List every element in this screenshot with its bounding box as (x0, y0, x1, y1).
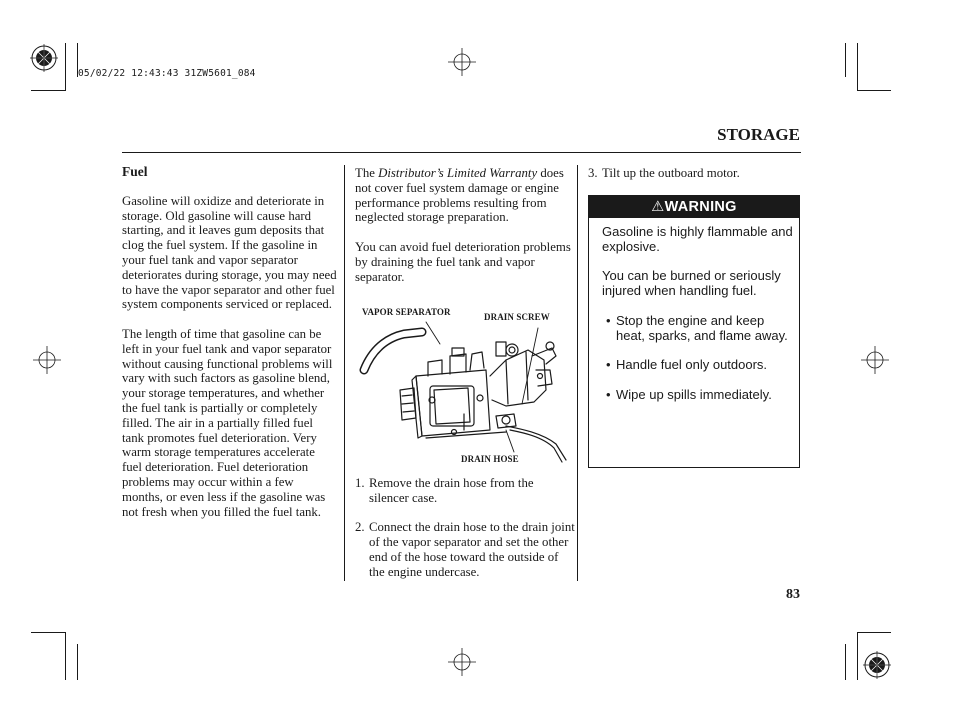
warning-title: WARNING (664, 199, 737, 215)
page-number: 83 (786, 587, 800, 602)
warning-bullet-1 (602, 314, 794, 344)
registration-mark-top-left (30, 44, 58, 72)
header-rule (122, 152, 801, 153)
section-title: STORAGE (717, 125, 800, 144)
warning-body (602, 225, 794, 417)
avoid-deterioration-paragraph: You can avoid fuel deterioration problems by draining the fuel tank and vapor separator. (355, 239, 571, 284)
step-3 (588, 166, 802, 181)
warning-line-1: Gasoline is highly flammable and explosive. (602, 224, 793, 254)
warning-box (588, 195, 800, 468)
warning-bullet-2-text: Handle fuel only outdoors. (616, 357, 768, 373)
step-2-text: Connect the drain hose to the drain joint of the vapor separator and set the other end of the hose toward the outside of the engine undercase. (369, 520, 575, 579)
step-1-text: Remove the drain hose from the silencer case. (369, 476, 534, 505)
bullet-dot-icon: • (606, 312, 611, 328)
print-stamp: 05/02/22 12:43:43 31ZW5601_084 (78, 68, 256, 79)
column-tilt (588, 166, 802, 181)
vapor-separator-diagram (356, 300, 574, 470)
warning-bullet-3-text: Wipe up spills immediately. (616, 386, 772, 402)
warranty-title: Distributor’s Limited Warranty (378, 166, 538, 180)
step-1-number: 1. (355, 476, 365, 490)
engine-illustration (356, 320, 574, 470)
warranty-paragraph (355, 166, 575, 225)
warning-line-2: You can be burned or seriously injured when handling fuel. (602, 268, 781, 299)
warning-bullet-2 (602, 358, 794, 373)
step-2 (355, 520, 575, 579)
step-1 (355, 476, 575, 506)
column-draining (355, 166, 575, 299)
crosshair-mark-top (448, 48, 476, 76)
warning-header (589, 196, 799, 218)
label-drain-hose: DRAIN HOSE (461, 454, 519, 464)
label-drain-screw: DRAIN SCREW (484, 312, 550, 322)
step-3-text: Tilt up the outboard motor. (602, 166, 740, 180)
warning-bullet-1-text: Stop the engine and keep heat, sparks, and flame away. (616, 312, 788, 343)
crosshair-mark-left (33, 346, 61, 374)
fuel-paragraph-2: The length of time that gasoline can be left in your fuel tank and vapor separator without causing functional problems will vary with such factors as gasoline blend, your storage temperatures, and whether the fuel tank is partially or completely filled. The air in a partially filled fuel tank promotes fuel deterioration. Very warm storage temperatures accelerate fuel deterioration. Fuel deterioration problems may occur within a few months, or even less if the gasoline was not fresh when you filled the fuel tank. (122, 326, 333, 519)
crosshair-mark-right (861, 346, 889, 374)
step-2-number: 2. (355, 520, 365, 535)
step-3-number: 3. (588, 166, 598, 180)
crosshair-mark-bottom (448, 648, 476, 676)
bullet-dot-icon: • (606, 386, 611, 402)
warranty-suffix: does not cover fuel system damage or engine performance problems resulting from neglected storage preparation. (355, 166, 564, 225)
registration-mark-bottom-right (863, 651, 891, 679)
warranty-prefix: The (355, 166, 379, 180)
column-fuel (122, 165, 337, 534)
bullet-dot-icon: • (606, 357, 611, 373)
label-vapor-separator: VAPOR SEPARATOR (362, 307, 451, 317)
draining-steps (355, 476, 575, 580)
warning-triangle-icon: ⚠ (651, 199, 665, 215)
column-divider-2 (577, 165, 578, 581)
column-divider-1 (344, 165, 345, 581)
fuel-paragraph-1: Gasoline will oxidize and deteriorate in storage. Old gasoline will cause hard starting, and it leaves gum deposits that clog the fuel system. If the gasoline in your fuel tank and vapor separator deteriorates during storage, you may need to have the vapor separator and other fuel system components serviced or replaced. (122, 193, 337, 312)
fuel-heading: Fuel (122, 164, 148, 179)
warning-bullet-3 (602, 388, 794, 403)
